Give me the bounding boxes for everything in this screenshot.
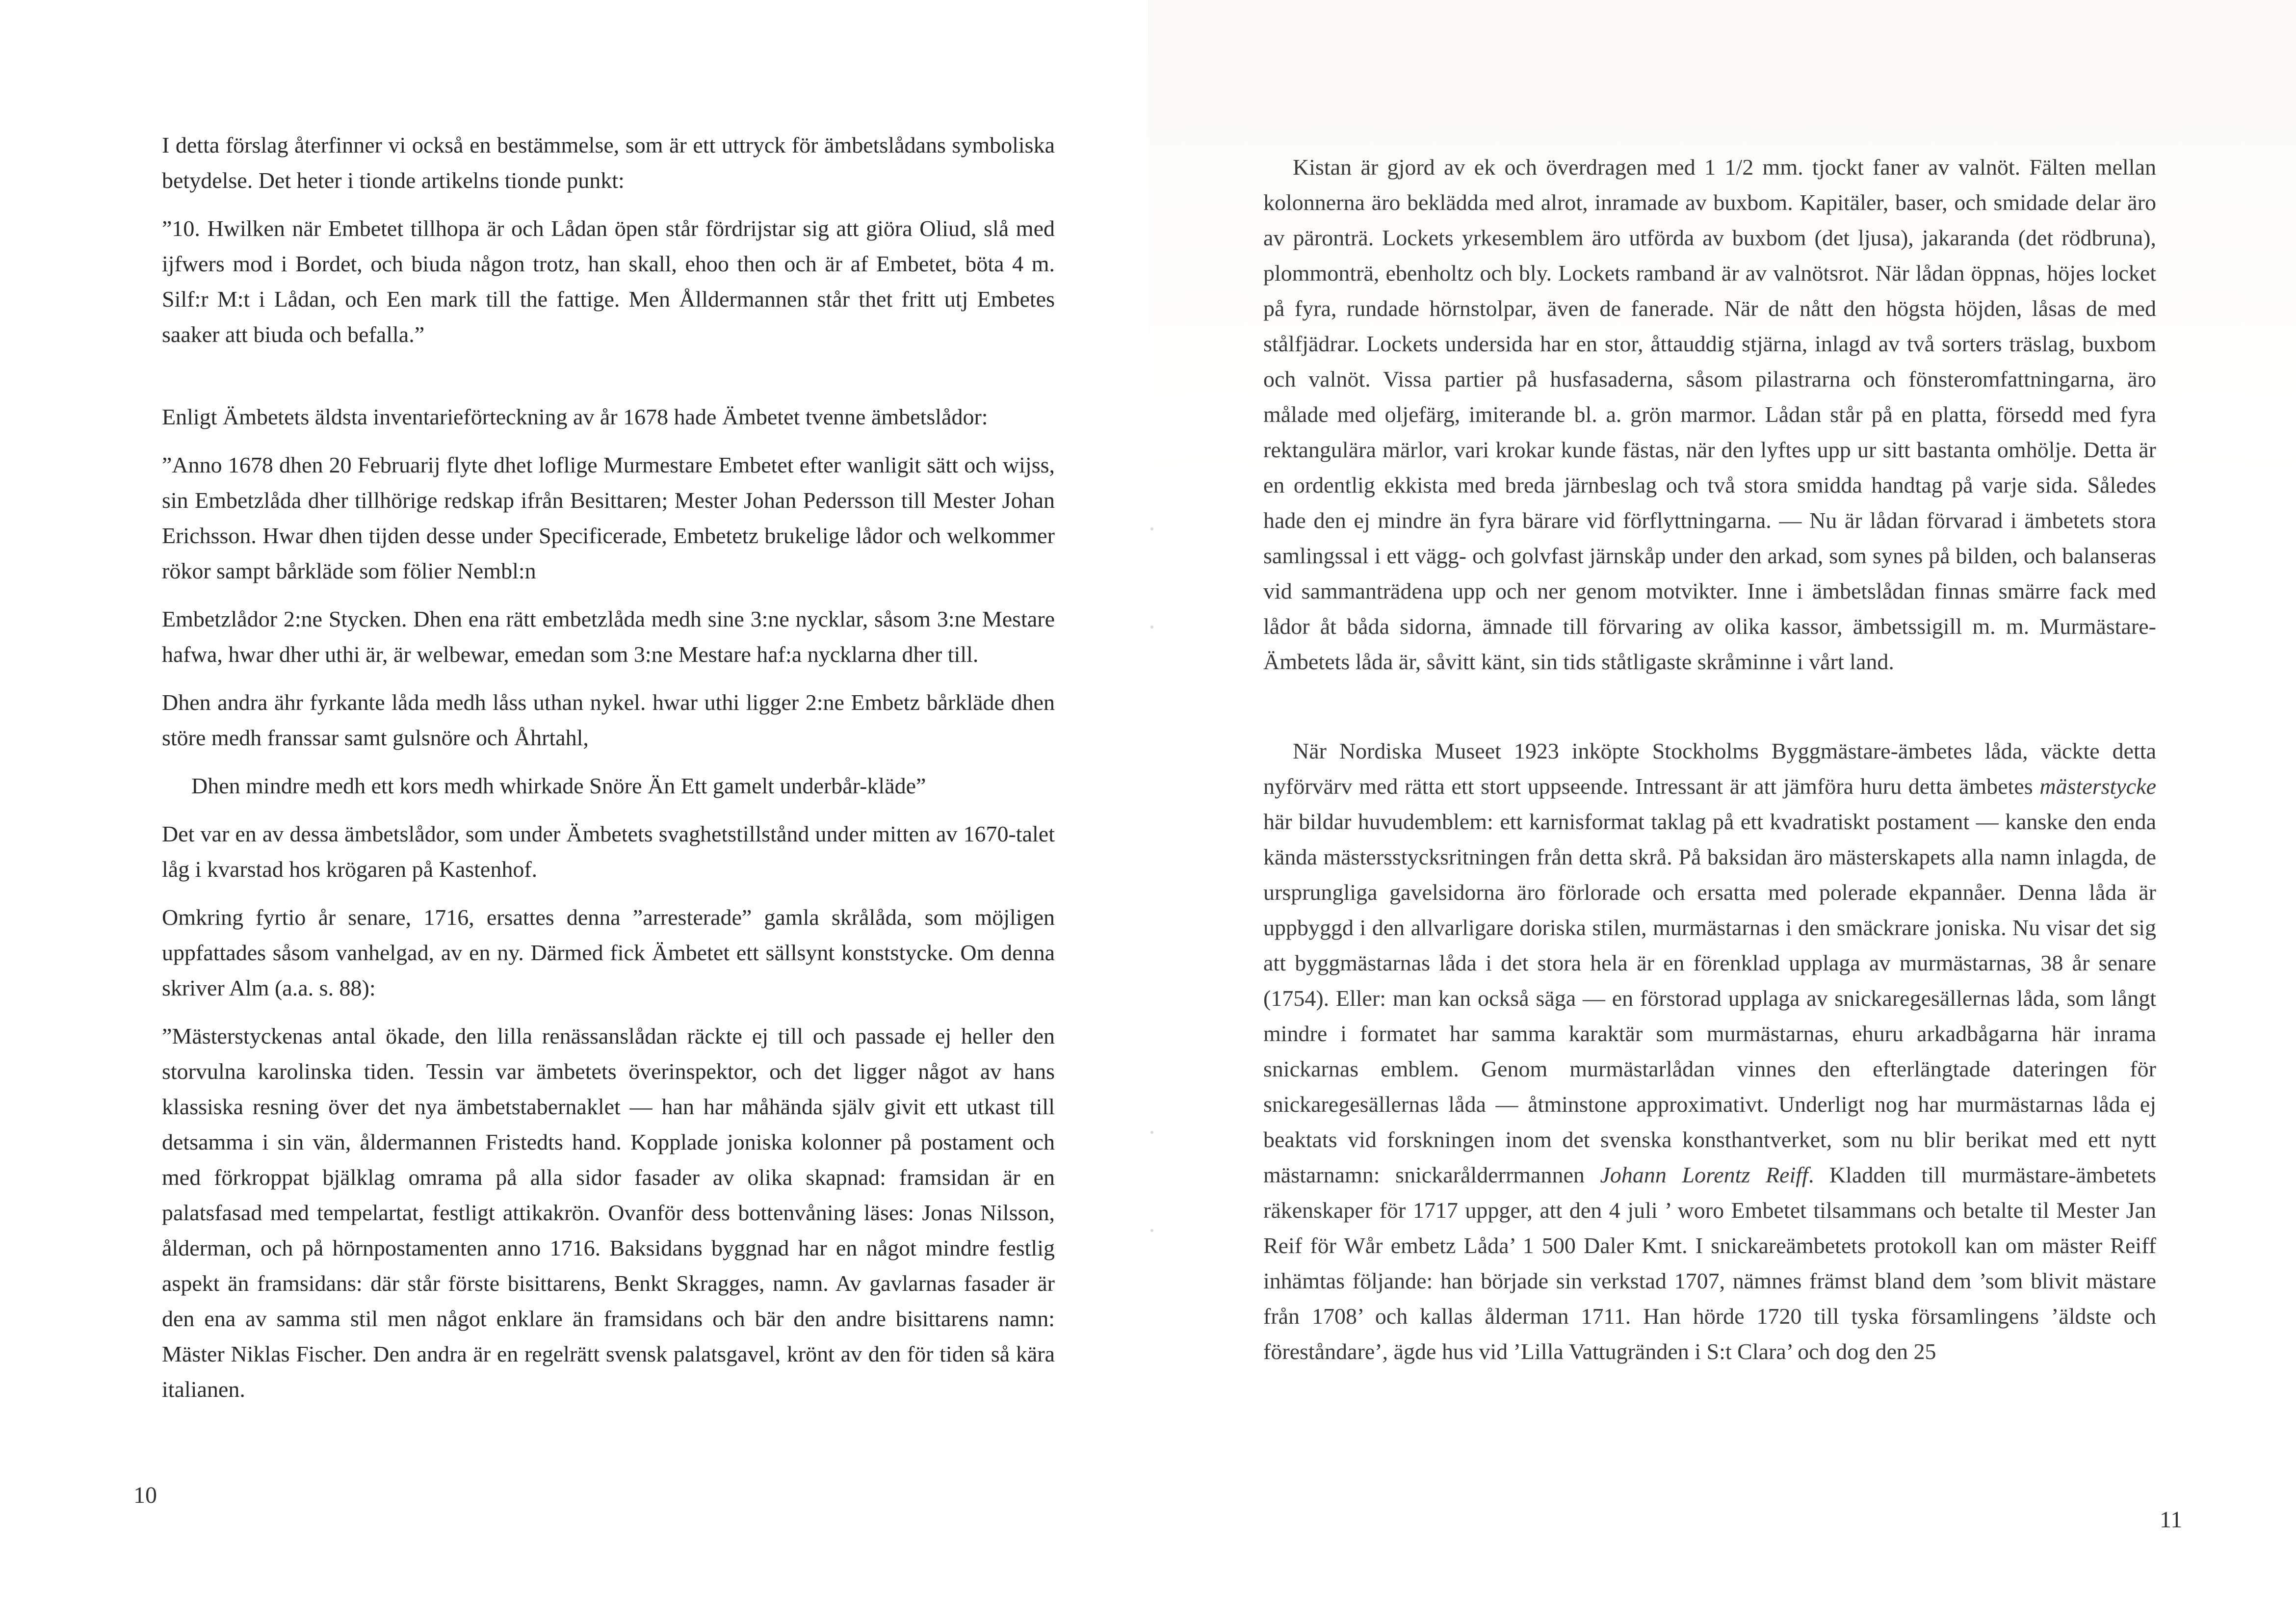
- italic-term: mästerstycke: [2039, 774, 2156, 799]
- paragraph: Enligt Ämbetets äldsta inventarieförteckning av år 1678 hade Ämbetet tvenne ämbetslådor:: [162, 404, 988, 429]
- paragraph-text: När Nordiska Museet 1923 inköpte Stockholms Byggmästare-ämbetes låda, väckte detta nyförvärv med rätta ett stort uppseende. Intressant är att jämföra huru detta ämbetes: [1263, 738, 2156, 799]
- gutter-dot: [1150, 1229, 1153, 1232]
- paragraph: I detta förslag återfinner vi också en bestämmelse, som är ett uttryck för ämbetslådans symboliska betydelse. Det heter i tionde artikelns tionde punkt:: [162, 132, 1055, 193]
- paragraph-text: . Kladden till murmästare-ämbetets räkenskaper för 1717 uppger, att den 4 juli ’ woro Embetet tilsammans och betalte til Mester Jan Reif för Wår embetz Låda’ 1 500 Daler Kmt. I snickareämbetets protokoll kan om mäster Reiff inhämtas följande: han började sin verkstad 1707, nämnes främst bland dem ’som blivit mästare från 1708’ och kallas ålderman 1711. Han hörde 1720 till tyska församlingens ’äldste och föreståndare’, ägde hus vid ’Lilla Vattugränden i S:t Clara’ och dog den 25: [1263, 1162, 2156, 1364]
- paragraph: Kistan är gjord av ek och överdragen med 1 1/2 mm. tjockt faner av valnöt. Fälten mellan kolonnerna äro beklädda med alrot, inramade av buxbom. Kapitäler, baser, och smidade delar äro av päronträ. Lockets yrkesemblem äro utförda av buxbom (det ljusa), jakaranda (det rödbruna), plommonträ, ebenholtz och bly. Lockets ramband är av valnötsrot. När lådan öppnas, höjes locket på fyra, rundade hörnstolpar, även de fanerade. När de nått den högsta höjden, låsas de med stålfjädrar. Lockets undersida har en stor, åttauddig stjärna, inlagd av två sorters träslag, buxbom och valnöt. Vissa partier på husfasaderna, såsom pilastrarna och fönsteromfattningarna, äro målade med oljefärg, imiterande bl. a. grön marmor. Lådan står på en platta, försedd med fyra rektangulära märlor, vari krokar kunde fästas, när den lyftes upp ur sitt bastanta omhölje. Detta är en ordentlig ekkista med breda järnbeslag och två stora smidda handtag på varje sida. Således hade den ej mindre än fyra bärare vid förflyttningarna. — Nu är lådan förvarad i ämbetets stora samlingssal i ett vägg- och golvfast järnskåp under den arkad, som synes på bilden, och balanseras vid sammanträdena upp och ner genom motvikter. Inne i ämbetslådan finnas smärre fack med lådor åt båda sidorna, ämnade till förvaring av olika kassor, ämbetssigill m. m. Murmästare-Ämbetets låda är, såvitt känt, sin tids ståtligaste skråminne i vårt land.: [1263, 155, 2156, 674]
- paragraph-text: här bildar huvudemblem: ett karnisformat taklag på ett kvadratiskt postament — kanske den enda kända mästersstycksritningen från detta skrå. På baksidan äro mästerskapets alla namn inlagda, de ursprungliga gavelsidorna äro förlorade och ersatta med polerade ekpannåer. Denna låda är uppbyggd i den allvarligare doriska stilen, murmästarnas i den smäckrare joniska. Nu visar det sig att byggmästarnas låda i det stora hela är en förenklad upplaga av murmästarnas, 38 år senare (1754). Eller: man kan också säga — en förstorad upplaga av snickaregesällernas låda, som långt mindre i formatet har samma karaktär som murmästarnas, ehuru arkadbågarna här inrama snickarnas emblem. Genom murmästarlådan vinnes den efterlängtade dateringen för snickaregesällernas låda — åtminstone approximativt. Underligt nog har murmästarnas låda ej beaktats vid forskningen inom det svenska konsthantverket, som nu blir berikat med ett nytt mästarnamn: snickarålderrmannen: [1263, 809, 2156, 1187]
- italic-name: Johann Lorentz Reiff: [1600, 1162, 1808, 1187]
- paragraph: Omkring fyrtio år senare, 1716, ersattes denna ”arresterade” gamla skrålåda, som möjligen uppfattades såsom vanhelgad, av en ny. Därmed fick Ämbetet ett sällsynt konststycke. Om denna skriver Alm (a.a. s. 88):: [162, 905, 1055, 1000]
- paragraph: Det var en av dessa ämbetslådor, som under Ämbetets svaghetstillstånd under mitten av 1670-talet låg i kvarstad hos krögaren på Kastenhof.: [162, 821, 1055, 882]
- right-page-text: [1263, 150, 2156, 1382]
- left-page-text: [162, 128, 1055, 1420]
- quote-paragraph: Dhen mindre medh ett kors medh whirkade Snöre Än Ett gamelt underbår-kläde”: [191, 773, 926, 798]
- quote-paragraph: Embetzlådor 2:ne Stycken. Dhen ena rätt embetzlåda medh sine 3:ne nycklar, såsom 3:ne Mestare hafwa, hwar dher uthi är, är welbewar, emedan som 3:ne Mestare haf:a nycklarna dher till.: [162, 606, 1055, 667]
- paragraph: [1263, 733, 2156, 1369]
- gutter-dot: [1150, 1131, 1153, 1134]
- right-page: [1148, 0, 2296, 1624]
- quote-paragraph: Dhen andra ähr fyrkante låda medh låss uthan nykel. hwar uthi ligger 2:ne Embetz bårkläde dhen störe medh franssar samt gulsnöre och Åhrtahl,: [162, 690, 1055, 750]
- quote-paragraph: ”Mästerstyckenas antal ökade, den lilla renässanslådan räckte ej till och passade ej heller den storvulna karolinska tiden. Tessin var ämbetets överinspektor, och det ligger något av hans klassiska resning över det nya ämbetstabernaklet — han har måhända själv givit ett utkast till detsamma i sin vän, åldermannen Fristedts hand. Kopplade joniska kolonner på postament och med förkroppat bjälklag omrama på alla sidor fasader av olika skapnad: framsidan är en palatsfasad med tempelartat, festligt attikakrön. Ovanför dess bottenvåning läses: Jonas Nilsson, ålderman, och på hörnpostamenten anno 1716. Baksidans byggnad har en något mindre festlig aspekt än framsidans: där står förste bisittarens, Benkt Skragges, namn. Av gavlarnas fasader är den ena av samma stil men något enklare än framsidans och bär den andre bisittarens namn: Mäster Niklas Fischer. Den andra är en regelrätt svensk palatsgavel, krönt av den för tiden så kära italianen.: [162, 1023, 1055, 1402]
- quote-paragraph: ”Anno 1678 dhen 20 Februarij flyte dhet loflige Murmestare Embetet efter wanligit sätt och wijss, sin Embetzlåda dher tillhörige redskap ifrån Besittaren; Mester Johan Pedersson till Mester Johan Erichsson. Hwar dhen tijden desse under Specificerade, Embetetz brukelige lådor och welkommer rökor sampt bårkläde som fölier Nembl:n: [162, 452, 1055, 583]
- quote-paragraph: ”10. Hwilken när Embetet tillhopa är och Lådan öpen står fördrijstar sig att giöra Oliud, slå med ijfwers mod i Bordet, och biuda någon trotz, han skall, ehoo then och är af Embetet, böta 4 m. Silf:r M:t i Lådan, och Een mark till the fattige. Men Ålldermannen står thet fritt utj Embetes saaker att biuda och befalla.”: [162, 216, 1055, 347]
- gutter-dot: [1150, 626, 1153, 629]
- gutter-dot: [1150, 527, 1153, 530]
- page-number: 10: [133, 1482, 157, 1508]
- page-number: 11: [2160, 1507, 2183, 1533]
